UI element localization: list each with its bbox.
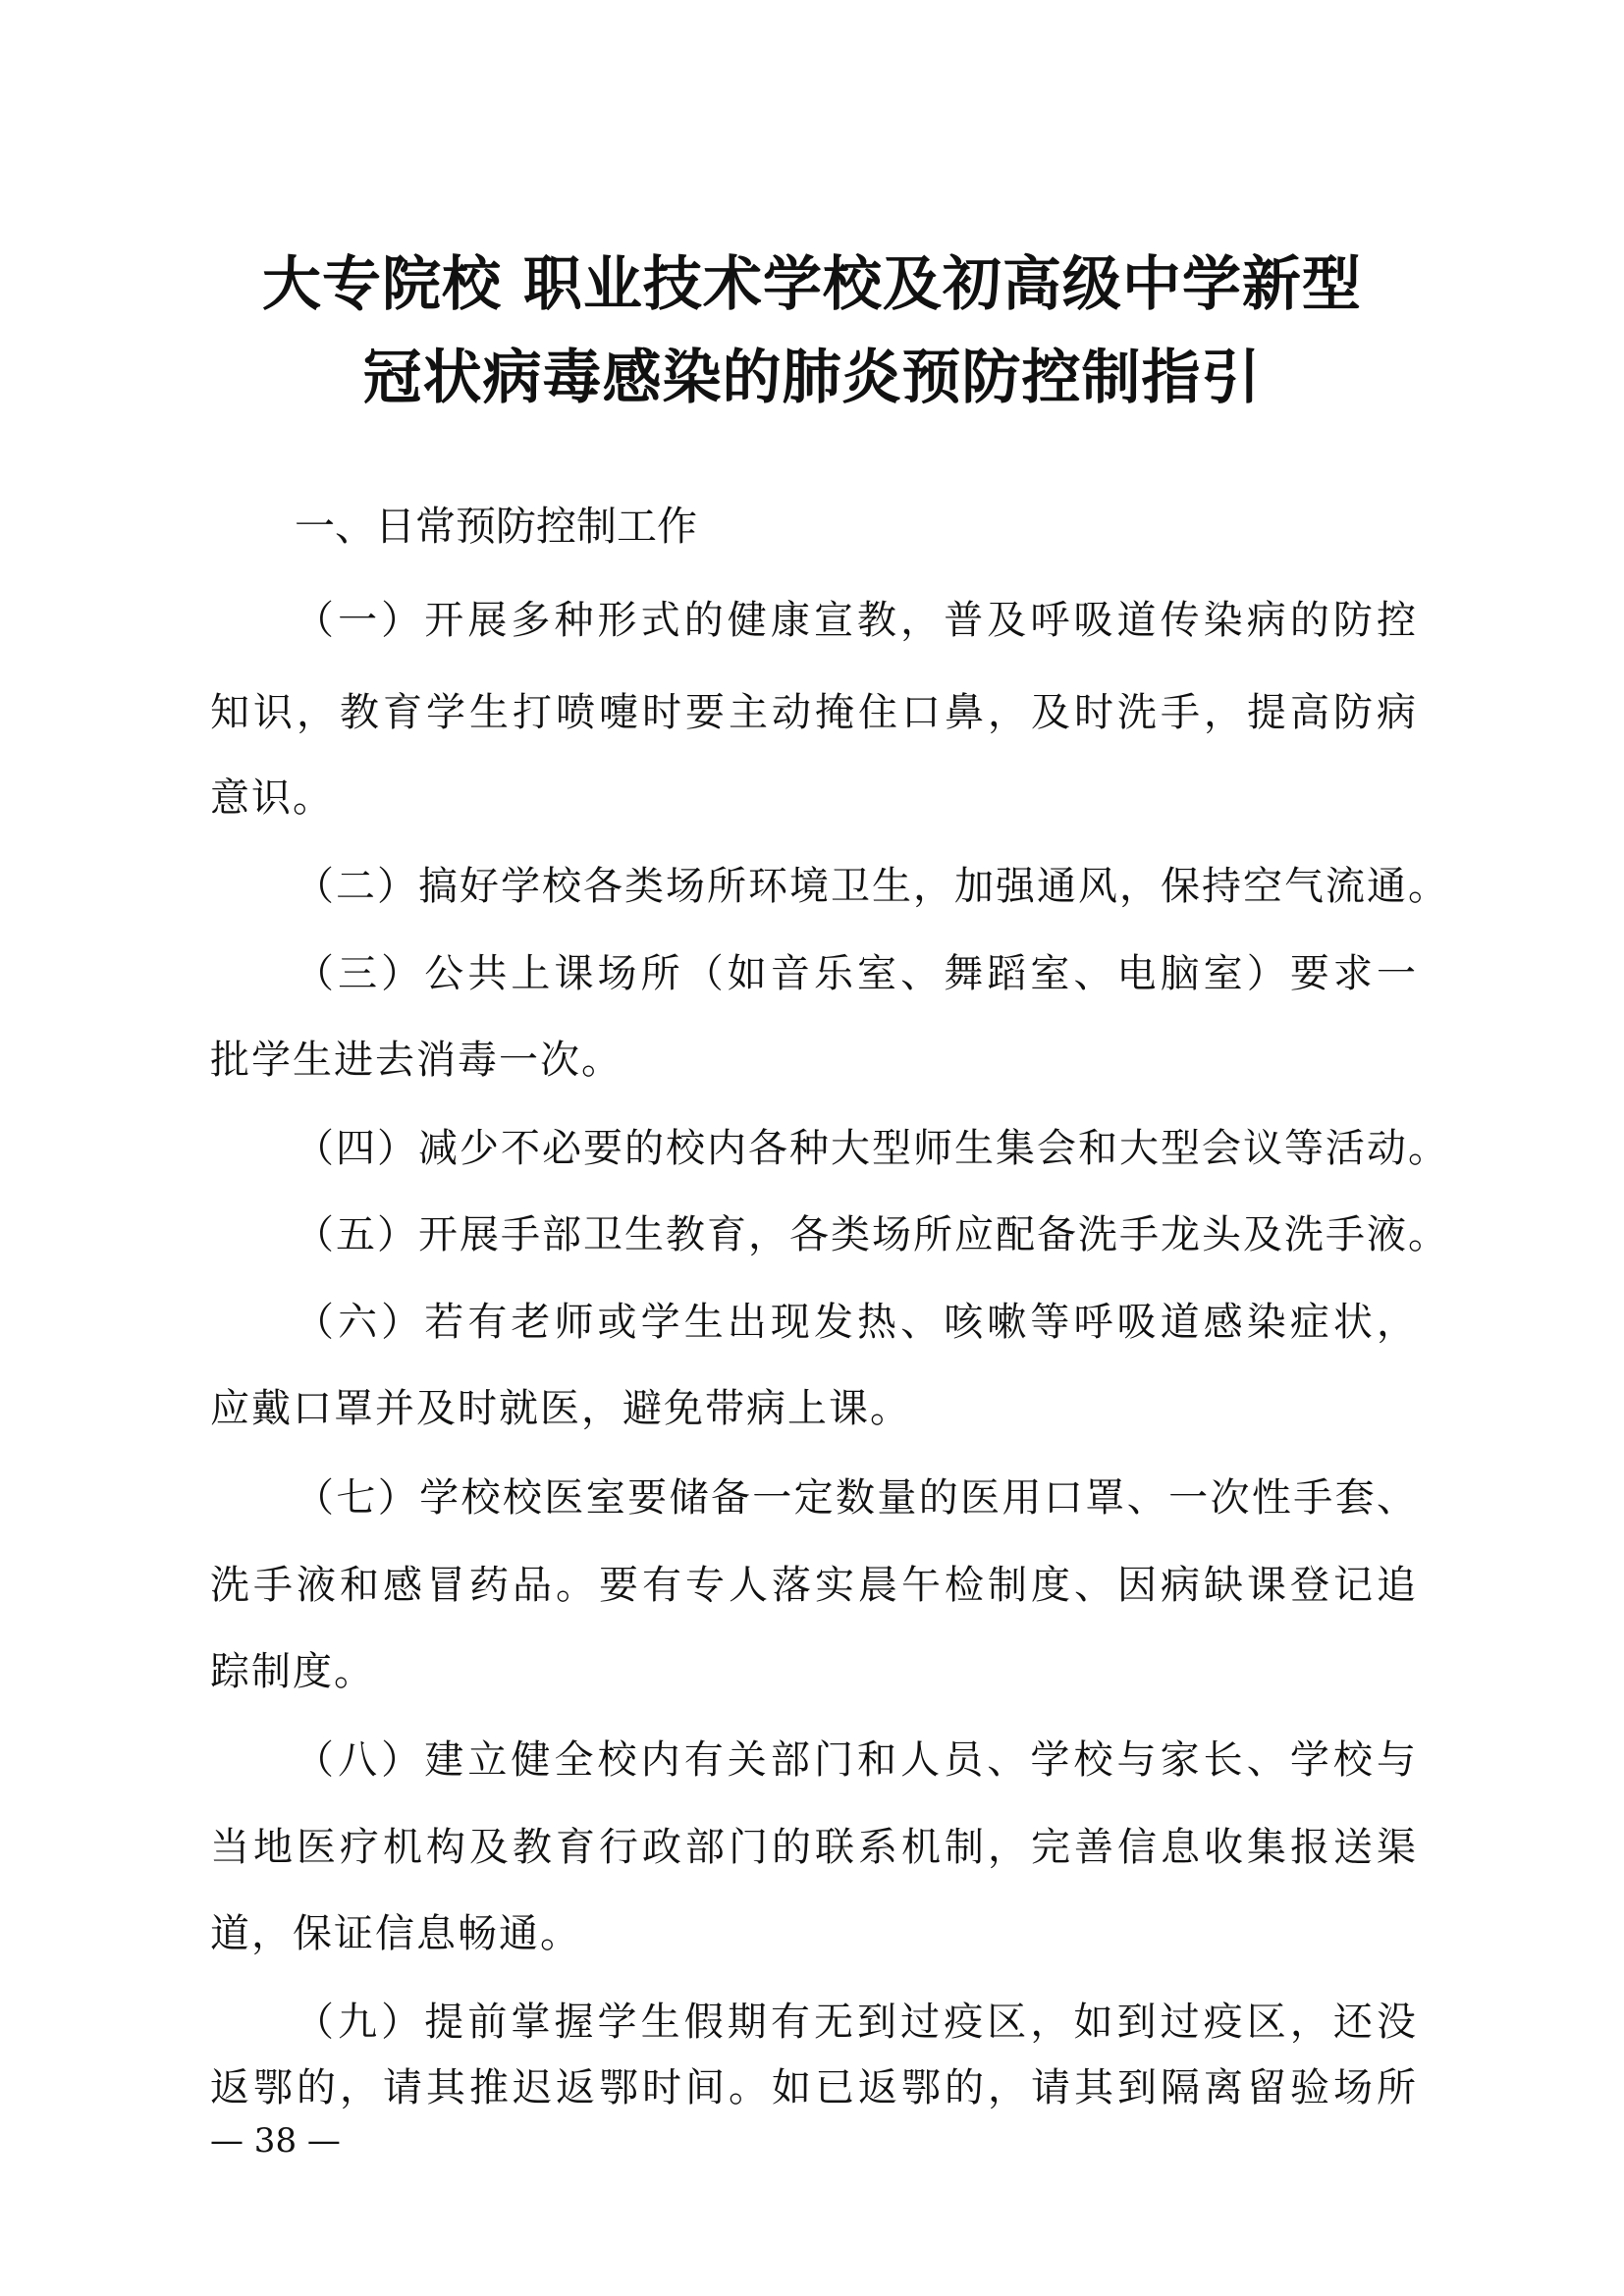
paragraph-line: （七）学校校医室要储备一定数量的医用口罩、一次性手套、 bbox=[295, 1475, 1418, 1521]
paragraph-line: （九）提前掌握学生假期有无到过疫区，如到过疫区，还没 bbox=[295, 2000, 1418, 2045]
paragraph-line: 当地医疗机构及教育行政部门的联系机制，完善信息收集报送渠 bbox=[210, 1825, 1418, 1870]
paragraph-line: 返鄂的，请其推迟返鄂时间。如已返鄂的，请其到隔离留验场所 bbox=[210, 2065, 1418, 2110]
paragraph-line: 批学生进去消毒一次。 bbox=[210, 1038, 623, 1083]
paragraph-line: （四）减少不必要的校内各种大型师生集会和大型会议等活动。 bbox=[295, 1126, 1449, 1171]
paragraph-line: 意识。 bbox=[210, 775, 334, 821]
paragraph-line: （六）若有老师或学生出现发热、咳嗽等呼吸道感染症状， bbox=[295, 1300, 1418, 1345]
paragraph-line: 踪制度。 bbox=[210, 1649, 375, 1694]
paragraph-line: （二）搞好学校各类场所环境卫生，加强通风，保持空气流通。 bbox=[295, 864, 1449, 909]
paragraph-line: （五）开展手部卫生教育，各类场所应配备洗手龙头及洗手液。 bbox=[295, 1212, 1449, 1257]
document-title-line-1: 大专院校 职业技术学校及初高级中学新型 bbox=[262, 250, 1362, 319]
paragraph-line: （八）建立健全校内有关部门和人员、学校与家长、学校与 bbox=[295, 1737, 1418, 1783]
document-title-line-2: 冠状病毒感染的肺炎预防控制指引 bbox=[362, 344, 1262, 412]
paragraph-line: 道，保证信息畅通。 bbox=[210, 1911, 581, 1956]
paragraph-line: 洗手液和感冒药品。要有专人落实晨午检制度、因病缺课登记追 bbox=[210, 1563, 1418, 1608]
paragraph-line: 应戴口罩并及时就医，避免带病上课。 bbox=[210, 1386, 911, 1431]
section-heading: 一、日常预防控制工作 bbox=[295, 503, 697, 550]
paragraph-line: （三）公共上课场所（如音乐室、舞蹈室、电脑室）要求一 bbox=[295, 951, 1418, 996]
page-number: — 38 — bbox=[210, 2121, 341, 2161]
paragraph-line: （一）开展多种形式的健康宣教，普及呼吸道传染病的防控 bbox=[295, 598, 1418, 643]
paragraph-line: 知识，教育学生打喷嚏时要主动掩住口鼻，及时洗手，提高防病 bbox=[210, 690, 1418, 735]
